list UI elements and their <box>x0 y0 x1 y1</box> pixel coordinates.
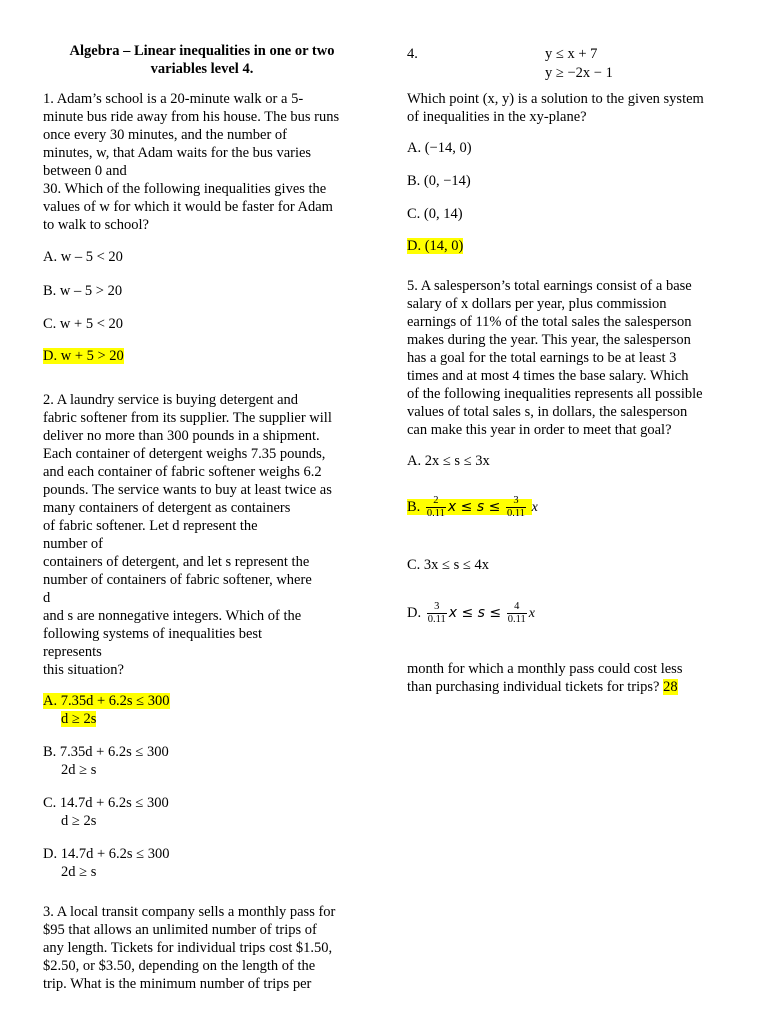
q1-choice-d[interactable] <box>43 347 124 365</box>
q2-line: d <box>43 590 51 606</box>
q5-line: has a goal for the total earnings to be at least 3 <box>407 350 677 366</box>
q2-line: many containers of detergent as containers <box>43 500 291 516</box>
q3-cont-text: than purchasing individual tickets for trips? <box>407 679 660 695</box>
q2-line: fabric softener from its supplier. The supplier will <box>43 410 332 426</box>
q2-answer-highlight: A. 7.35d + 6.2s ≤ 300 <box>43 693 170 709</box>
fraction-numerator: 4 <box>514 601 520 612</box>
q1-answer-highlight: D. w + 5 > 20 <box>43 348 124 364</box>
fraction-denominator: 0.11 <box>506 508 525 519</box>
q1-choice-b[interactable]: B. w – 5 > 20 <box>43 283 123 299</box>
question-4-text <box>407 90 732 126</box>
question-3-continuation <box>407 660 732 696</box>
q2-choice-c[interactable] <box>43 794 361 830</box>
question-5-text <box>407 277 732 439</box>
q5-line: values of total sales s, in dollars, the salesperson <box>407 404 688 420</box>
q5-b-label: B. <box>407 498 421 515</box>
q5-line: makes during the year. This year, the salesperson <box>407 332 691 348</box>
fraction-numerator: 3 <box>434 601 440 612</box>
q3-cont-line <box>407 678 732 696</box>
q3-line: $2.50, or $3.50, depending on the length of the <box>43 958 316 974</box>
q1-line: values of w for which it would be faster for Adam <box>43 199 333 215</box>
q4-line: Which point (x, y) is a solution to the given system <box>407 91 704 107</box>
q2-line: number of <box>43 536 103 552</box>
q5-line: 5. A salesperson’s total earnings consist of a base <box>407 278 692 294</box>
title-line-2: variables level 4. <box>150 61 254 77</box>
q2-line: following systems of inequalities best <box>43 626 263 642</box>
q1-line: between 0 and <box>43 163 127 179</box>
q3-line: any length. Tickets for individual trips cost $1.50, <box>43 940 333 956</box>
fraction-denominator: 0.11 <box>426 508 445 519</box>
q2-line: of fabric softener. Let d represent the <box>43 518 258 534</box>
q4-choice-c[interactable]: C. (0, 14) <box>407 206 463 222</box>
fraction <box>427 601 447 626</box>
q2-line: pounds. The service wants to buy at least twice as <box>43 482 332 498</box>
q1-line: 1. Adam’s school is a 20-minute walk or a 5- <box>43 91 304 107</box>
q5-choice-d[interactable] <box>407 601 535 626</box>
fraction <box>507 601 527 626</box>
q5-line: earnings of 11% of the total sales the salesperson <box>407 314 692 330</box>
q2-line: and each container of fabric softener weighs 6.2 <box>43 464 322 480</box>
q2-choice-d-line1: D. 14.7d + 6.2s ≤ 300 <box>43 846 170 862</box>
q5-b-end: x <box>531 499 538 515</box>
q2-choice-d-line2: 2d ≥ s <box>61 864 97 880</box>
q2-line: containers of detergent, and let s represent the <box>43 554 310 570</box>
q1-line: once every 30 minutes, and the number of <box>43 127 288 143</box>
q2-choice-a[interactable] <box>43 692 361 728</box>
fraction <box>426 495 446 520</box>
q5-choice-b[interactable] <box>407 495 538 520</box>
q5-line: of the following inequalities represents all possible <box>407 386 703 402</box>
q2-line: 2. A laundry service is buying detergent and <box>43 392 299 408</box>
q3-line: 3. A local transit company sells a monthly pass for <box>43 904 336 920</box>
fraction <box>506 495 526 520</box>
q2-choice-c-line1: C. 14.7d + 6.2s ≤ 300 <box>43 795 169 811</box>
q2-line: and s are nonnegative integers. Which of the <box>43 608 302 624</box>
q2-line: this situation? <box>43 662 124 678</box>
q2-choice-b-line1: B. 7.35d + 6.2s ≤ 300 <box>43 744 169 760</box>
q2-line: deliver no more than 300 pounds in a shipment. <box>43 428 320 444</box>
q5-line: salary of x dollars per year, plus commission <box>407 296 667 312</box>
q5-d-label: D. <box>407 604 422 621</box>
q4-inequality-2: y ≥ −2x − 1 <box>545 65 613 81</box>
q5-answer-highlight <box>407 495 532 519</box>
q4-number: 4. <box>407 46 418 62</box>
q2-line: Each container of detergent weighs 7.35 pounds, <box>43 446 326 462</box>
q4-choice-b[interactable]: B. (0, −14) <box>407 173 471 189</box>
fraction-numerator: 2 <box>433 495 439 506</box>
q1-line: minute bus ride away from his house. The bus runs <box>43 109 340 125</box>
q5-choice-c[interactable]: C. 3x ≤ s ≤ 4x <box>407 557 489 573</box>
question-3-text <box>43 903 361 993</box>
q4-line: of inequalities in the xy-plane? <box>407 109 587 125</box>
fraction-denominator: 0.11 <box>507 614 526 625</box>
q5-b-middle: x ≤ s ≤ <box>447 498 501 515</box>
q1-line: 30. Which of the following inequalities gives the <box>43 181 327 197</box>
q3-line: $95 that allows an unlimited number of trips of <box>43 922 317 938</box>
q5-line: times and at most 4 times the base salary. Which <box>407 368 689 384</box>
q2-choice-b-line2: 2d ≥ s <box>61 762 97 778</box>
q3-line: trip. What is the minimum number of trips per <box>43 976 312 992</box>
q4-inequality-1: y ≤ x + 7 <box>545 46 598 62</box>
q5-d-end: x <box>528 605 535 621</box>
q3-answer-highlight: 28 <box>663 679 678 695</box>
q5-line: can make this year in order to meet that goal? <box>407 422 672 438</box>
q1-line: minutes, w, that Adam waits for the bus varies <box>43 145 312 161</box>
q2-choice-b[interactable] <box>43 743 361 779</box>
q2-choice-d[interactable] <box>43 845 361 881</box>
q4-choice-d[interactable] <box>407 237 463 255</box>
question-2-text <box>43 391 361 679</box>
fraction-denominator: 0.11 <box>427 614 446 625</box>
q3-cont-line: month for which a monthly pass could cost less <box>407 661 683 677</box>
q5-choice-a[interactable]: A. 2x ≤ s ≤ 3x <box>407 453 490 469</box>
q2-answer-highlight: d ≥ 2s <box>61 711 97 727</box>
q1-choice-a[interactable]: A. w – 5 < 20 <box>43 249 123 265</box>
q1-line: to walk to school? <box>43 217 149 233</box>
q1-choice-c[interactable]: C. w + 5 < 20 <box>43 316 123 332</box>
page-title <box>43 42 361 78</box>
q5-d-middle: x ≤ s ≤ <box>448 604 502 621</box>
q4-answer-highlight: D. (14, 0) <box>407 238 464 254</box>
q4-choice-a[interactable]: A. (−14, 0) <box>407 140 472 156</box>
title-line-1: Algebra – Linear inequalities in one or two <box>69 43 335 59</box>
fraction-numerator: 3 <box>513 495 519 506</box>
question-1-text <box>43 90 361 234</box>
q2-line: number of containers of fabric softener, where <box>43 572 312 588</box>
q2-line: represents <box>43 644 102 660</box>
q2-choice-c-line2: d ≥ 2s <box>61 813 97 829</box>
